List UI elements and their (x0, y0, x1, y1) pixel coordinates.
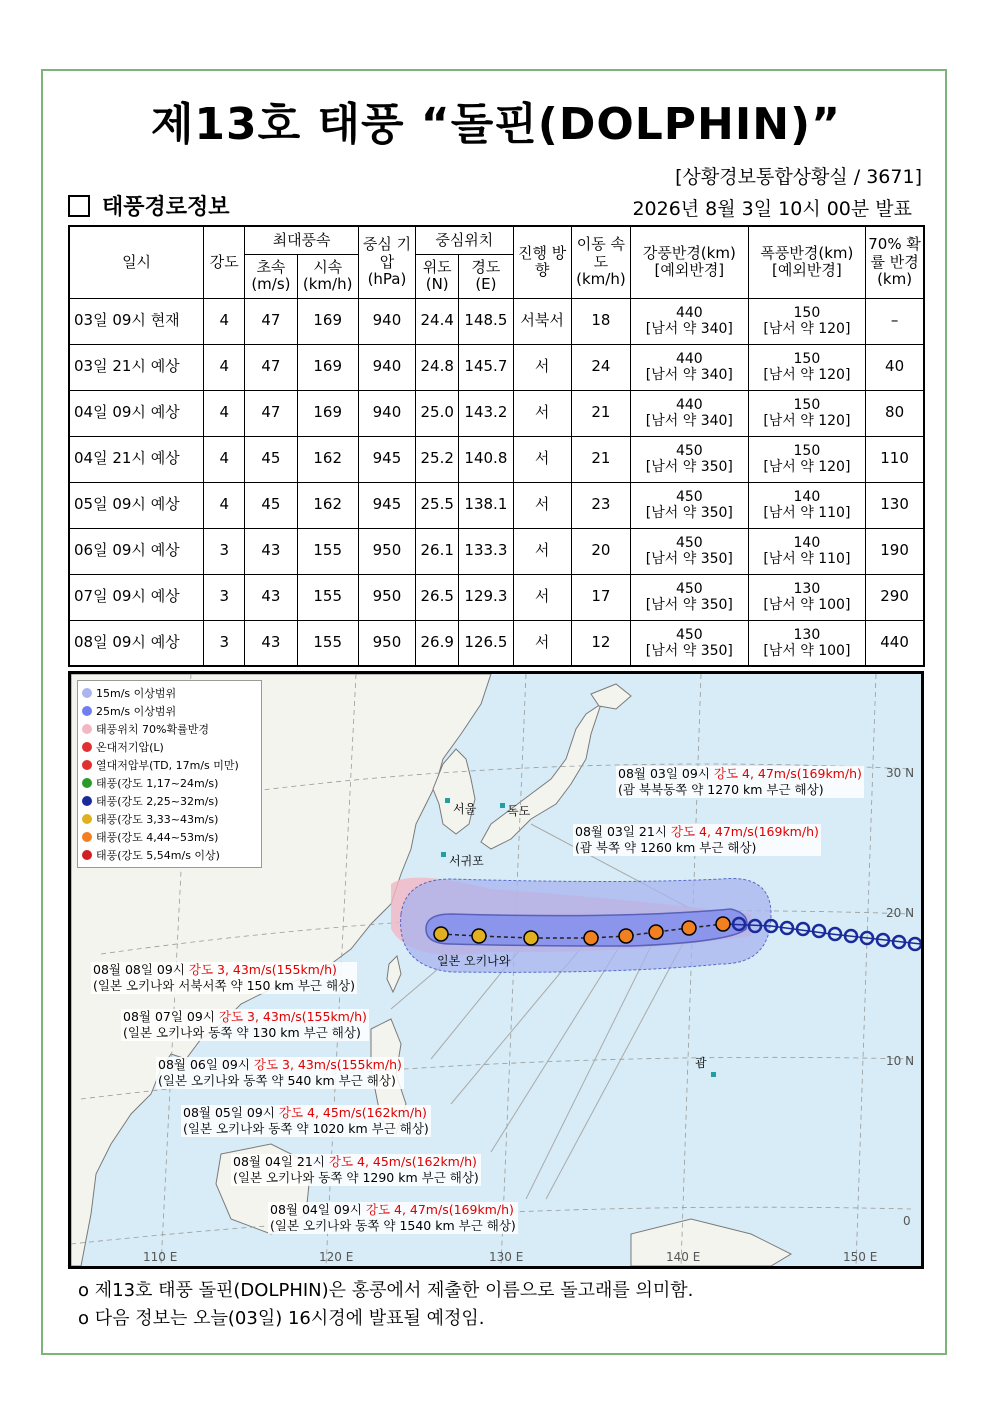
cell-gale-radius (631, 390, 749, 436)
place-guam: 괌 (695, 1056, 707, 1070)
cell-gale-value: 450 (675, 580, 703, 597)
cell-prob70: 290 (866, 574, 924, 620)
cell-dir: 서 (513, 436, 571, 482)
grid-lon130: 130 E (489, 1250, 524, 1264)
annotation-date: 08월 03일 09시 (618, 766, 710, 781)
grid-lat20: 20 N (886, 906, 915, 920)
cell-dir: 서북서 (513, 298, 571, 344)
dokdo-marker-icon (500, 803, 505, 808)
legend-item (82, 846, 257, 864)
cell-intensity: 3 (204, 528, 245, 574)
cell-kmh: 155 (297, 528, 358, 574)
typhoon-marker-icon (682, 921, 696, 935)
track-annotation (91, 962, 357, 994)
cell-prob70: – (866, 298, 924, 344)
cell-gale-exception: [남서 약 350] (645, 459, 733, 475)
annotation-date: 08월 05일 09시 (183, 1105, 275, 1120)
header-gale-radius: 강풍반경(km) [예외반경] (631, 226, 749, 298)
place-dokdo: 독도 (507, 804, 531, 818)
cell-gale-exception: [남서 약 350] (645, 505, 733, 521)
annotation-location: (일본 오키나와 동쪽 약 1020 km 부근 해상) (183, 1121, 429, 1136)
cell-ms: 47 (245, 390, 297, 436)
cell-hpa: 940 (358, 298, 415, 344)
cell-hpa: 945 (358, 482, 415, 528)
page-title: 제13호 태풍 “돌핀(DOLPHIN)” (150, 99, 842, 150)
header-lat: 위도 (N) (416, 254, 459, 298)
place-okinawa: 일본 오키나와 (437, 954, 511, 968)
cell-dir: 서 (513, 528, 571, 574)
track-annotation (616, 766, 864, 798)
cell-lon: 143.2 (459, 390, 513, 436)
cell-storm-exception: [남서 약 120] (763, 321, 851, 337)
cell-speed: 18 (571, 298, 630, 344)
cell-lon: 148.5 (459, 298, 513, 344)
cell-storm-exception: [남서 약 120] (763, 413, 851, 429)
cell-storm-exception: [남서 약 100] (763, 597, 851, 613)
cell-gale-value: 450 (675, 442, 703, 459)
annotation-date: 08월 04일 21시 (233, 1154, 325, 1169)
legend-swatch-icon (82, 850, 92, 860)
legend-item (82, 738, 257, 756)
annotation-date: 08월 03일 21시 (575, 824, 667, 839)
cell-storm-exception: [남서 약 120] (763, 367, 851, 383)
grid-lat10: 10 N (886, 1054, 915, 1068)
header-center-pos: 중심위치 (416, 226, 513, 254)
cell-speed: 20 (571, 528, 630, 574)
cell-lat: 24.4 (416, 298, 459, 344)
legend-label: 태풍(강도 5,54m/s 이상) (96, 849, 220, 862)
annotation-intensity: 강도 4, 47m/s(169km/h) (365, 1202, 514, 1217)
annotation-intensity: 강도 4, 45m/s(162km/h) (328, 1154, 477, 1169)
table-row (69, 482, 924, 528)
cell-prob70: 130 (866, 482, 924, 528)
cell-kmh: 155 (297, 574, 358, 620)
cell-dir: 서 (513, 620, 571, 666)
legend-label: 온대저기압(L) (96, 741, 164, 754)
annotation-location: (일본 오키나와 서북서쪽 약 150 km 부근 해상) (93, 978, 355, 993)
cell-gale-value: 450 (675, 488, 703, 505)
legend-swatch-icon (82, 760, 92, 770)
cell-gale-value: 440 (675, 396, 703, 413)
header-speed: 이동 속도 (km/h) (571, 226, 630, 298)
cell-hpa: 950 (358, 620, 415, 666)
cell-gale-radius (631, 344, 749, 390)
cell-datetime: 03일 21시 예상 (69, 344, 204, 390)
cell-hpa: 950 (358, 574, 415, 620)
cell-lon: 138.1 (459, 482, 513, 528)
cell-storm-value: 130 (793, 580, 821, 597)
annotation-location: (일본 오키나와 동쪽 약 1290 km 부근 해상) (233, 1170, 479, 1185)
cell-storm-radius (748, 436, 866, 482)
cell-dir: 서 (513, 390, 571, 436)
track-annotation (156, 1057, 404, 1089)
cell-kmh: 162 (297, 436, 358, 482)
cell-datetime: 04일 21시 예상 (69, 436, 204, 482)
seogwipo-marker-icon (441, 852, 446, 857)
cell-lat: 25.2 (416, 436, 459, 482)
cell-gale-exception: [남서 약 340] (645, 321, 733, 337)
track-annotation (181, 1105, 431, 1137)
cell-hpa: 940 (358, 344, 415, 390)
legend-swatch-icon (82, 832, 92, 842)
legend-label: 태풍위치 70%확률반경 (96, 723, 209, 736)
typhoon-marker-icon (619, 929, 633, 943)
typhoon-marker-icon (716, 917, 730, 931)
map-legend (77, 680, 262, 868)
legend-swatch-icon (82, 814, 92, 824)
cell-ms: 43 (245, 620, 297, 666)
annotation-location: (일본 오키나와 동쪽 약 130 km 부근 해상) (123, 1025, 361, 1040)
cell-intensity: 3 (204, 620, 245, 666)
cell-prob70: 110 (866, 436, 924, 482)
header-lon: 경도 (E) (459, 254, 513, 298)
cell-hpa: 950 (358, 528, 415, 574)
cell-ms: 43 (245, 574, 297, 620)
cell-storm-radius (748, 344, 866, 390)
cell-hpa: 940 (358, 390, 415, 436)
cell-prob70: 40 (866, 344, 924, 390)
legend-swatch-icon (82, 688, 92, 698)
cell-storm-exception: [남서 약 100] (763, 642, 851, 659)
header-datetime: 일시 (69, 226, 204, 298)
cell-ms: 47 (245, 298, 297, 344)
table-row (69, 390, 924, 436)
section-heading (68, 190, 230, 221)
legend-swatch-icon (82, 778, 92, 788)
table-row (69, 344, 924, 390)
cell-ms: 45 (245, 482, 297, 528)
header-storm-radius: 폭풍반경(km) [예외반경] (748, 226, 866, 298)
cell-storm-radius (748, 482, 866, 528)
legend-item (82, 792, 257, 810)
cell-prob70: 190 (866, 528, 924, 574)
cell-gale-exception: [남서 약 340] (645, 413, 733, 429)
cell-intensity: 4 (204, 436, 245, 482)
cell-speed: 17 (571, 574, 630, 620)
cell-speed: 24 (571, 344, 630, 390)
typhoon-marker-icon (524, 931, 538, 945)
header-wind-kmh: 시속 (km/h) (297, 254, 358, 298)
annotation-intensity: 강도 3, 43m/s(155km/h) (218, 1009, 367, 1024)
track-annotation (231, 1154, 481, 1186)
track-annotation (121, 1009, 369, 1041)
cell-lon: 145.7 (459, 344, 513, 390)
table-row (69, 436, 924, 482)
cell-storm-radius (748, 620, 866, 666)
cell-storm-value: 150 (793, 442, 821, 459)
legend-label: 태풍(강도 1,17~24m/s) (96, 777, 219, 790)
annotation-date: 08월 04일 09시 (270, 1202, 362, 1217)
cell-lon: 140.8 (459, 436, 513, 482)
cell-storm-radius (748, 574, 866, 620)
grid-lat0: 0 (903, 1214, 911, 1228)
cell-storm-value: 140 (793, 488, 821, 505)
guam-marker-icon (711, 1072, 716, 1077)
cell-intensity: 4 (204, 482, 245, 528)
issued-time: 2026년 8월 3일 10시 00분 발표 (632, 198, 912, 220)
land-newguinea (631, 1219, 791, 1266)
cell-intensity: 3 (204, 574, 245, 620)
grid-lon120: 120 E (319, 1250, 354, 1264)
table-row (69, 298, 924, 344)
grid-lon140: 140 E (666, 1250, 701, 1264)
cell-speed: 12 (571, 620, 630, 666)
table-row (69, 620, 924, 666)
cell-datetime: 04일 09시 예상 (69, 390, 204, 436)
office-label: [상황경보통합상황실 / 3671] (675, 166, 922, 188)
typhoon-marker-icon (472, 929, 486, 943)
cell-storm-radius (748, 528, 866, 574)
cell-lon: 133.3 (459, 528, 513, 574)
cell-gale-value: 450 (675, 534, 703, 551)
legend-item (82, 828, 257, 846)
cell-datetime: 03일 09시 현재 (69, 298, 204, 344)
cell-gale-value: 440 (675, 304, 703, 321)
cell-lat: 26.9 (416, 620, 459, 666)
annotation-intensity: 강도 3, 43m/s(155km/h) (188, 962, 337, 977)
cell-gale-radius (631, 528, 749, 574)
typhoon-track-table (68, 225, 925, 667)
note-1: o 제13호 태풍 돌핀(DOLPHIN)은 홍콩에서 제출한 이름으로 돌고래를 의미함. (78, 1280, 694, 1301)
cell-speed: 21 (571, 390, 630, 436)
legend-item (82, 702, 257, 720)
typhoon-marker-icon (434, 927, 448, 941)
cell-dir: 서 (513, 482, 571, 528)
header-pressure: 중심 기압 (hPa) (358, 226, 415, 298)
cell-gale-radius (631, 620, 749, 666)
legend-label: 열대저압부(TD, 17m/s 미만) (96, 759, 239, 772)
cell-intensity: 4 (204, 390, 245, 436)
annotation-intensity: 강도 4, 45m/s(162km/h) (278, 1105, 427, 1120)
cell-datetime: 05일 09시 예상 (69, 482, 204, 528)
cell-prob70: 80 (866, 390, 924, 436)
cell-lon: 126.5 (459, 620, 513, 666)
header-max-wind: 최대풍속 (245, 226, 359, 254)
checkbox-icon (68, 195, 90, 217)
cell-gale-radius (631, 574, 749, 620)
annotation-date: 08월 08일 09시 (93, 962, 185, 977)
cell-storm-value: 150 (793, 304, 821, 321)
note-2: o 다음 정보는 오늘(03일) 16시경에 발표될 예정임. (78, 1308, 485, 1329)
cell-kmh: 169 (297, 344, 358, 390)
grid-lon110: 110 E (143, 1250, 178, 1264)
legend-item (82, 756, 257, 774)
header-direction: 진행 방향 (513, 226, 571, 298)
cell-lat: 26.1 (416, 528, 459, 574)
cell-lat: 24.8 (416, 344, 459, 390)
cell-gale-exception: [남서 약 350] (645, 642, 733, 659)
cell-gale-value: 450 (675, 626, 703, 643)
place-seogwipo: 서귀포 (449, 854, 484, 868)
track-map (68, 671, 924, 1269)
annotation-location: (일본 오키나와 동쪽 약 1540 km 부근 해상) (270, 1218, 516, 1233)
cell-speed: 23 (571, 482, 630, 528)
cell-storm-value: 130 (793, 626, 821, 643)
notes (78, 1277, 693, 1333)
cell-prob70: 440 (866, 620, 924, 666)
cell-lat: 25.5 (416, 482, 459, 528)
legend-label: 25m/s 이상범위 (96, 705, 177, 718)
cell-intensity: 4 (204, 298, 245, 344)
annotation-date: 08월 07일 09시 (123, 1009, 215, 1024)
legend-swatch-icon (82, 796, 92, 806)
cell-gale-exception: [남서 약 340] (645, 367, 733, 383)
cell-gale-radius (631, 482, 749, 528)
cell-ms: 43 (245, 528, 297, 574)
legend-label: 태풍(강도 2,25~32m/s) (96, 795, 219, 808)
legend-item (82, 774, 257, 792)
section-title: 태풍경로정보 (102, 195, 230, 220)
cell-lat: 25.0 (416, 390, 459, 436)
typhoon-marker-icon (584, 931, 598, 945)
legend-swatch-icon (82, 724, 92, 734)
cell-kmh: 169 (297, 298, 358, 344)
legend-label: 태풍(강도 4,44~53m/s) (96, 831, 219, 844)
cell-ms: 47 (245, 344, 297, 390)
header-prob70: 70% 확률 반경 (km) (866, 226, 924, 298)
legend-label: 15m/s 이상범위 (96, 687, 177, 700)
track-annotation (573, 824, 821, 856)
legend-swatch-icon (82, 742, 92, 752)
header-intensity: 강도 (204, 226, 245, 298)
track-annotation (268, 1202, 518, 1234)
cell-datetime: 07일 09시 예상 (69, 574, 204, 620)
cell-kmh: 169 (297, 390, 358, 436)
cell-storm-value: 140 (793, 534, 821, 551)
place-seoul: 서울 (453, 802, 477, 816)
cell-datetime: 06일 09시 예상 (69, 528, 204, 574)
typhoon-marker-icon (649, 925, 663, 939)
cell-lat: 26.5 (416, 574, 459, 620)
land-taiwan (387, 956, 401, 992)
cell-kmh: 162 (297, 482, 358, 528)
cell-datetime: 08일 09시 예상 (69, 620, 204, 666)
cell-gale-radius (631, 298, 749, 344)
cell-hpa: 945 (358, 436, 415, 482)
legend-item (82, 810, 257, 828)
cell-storm-radius (748, 390, 866, 436)
cell-intensity: 4 (204, 344, 245, 390)
cell-lon: 129.3 (459, 574, 513, 620)
cell-storm-radius (748, 298, 866, 344)
cell-storm-exception: [남서 약 110] (763, 551, 851, 567)
cell-storm-value: 150 (793, 350, 821, 367)
annotation-intensity: 강도 4, 47m/s(169km/h) (670, 824, 819, 839)
header-wind-ms: 초속 (m/s) (245, 254, 297, 298)
annotation-location: (괌 북쪽 약 1260 km 부근 해상) (575, 840, 757, 855)
cell-gale-exception: [남서 약 350] (645, 551, 733, 567)
cell-dir: 서 (513, 574, 571, 620)
cell-ms: 45 (245, 436, 297, 482)
annotation-date: 08월 06일 09시 (158, 1057, 250, 1072)
legend-item (82, 720, 257, 738)
annotation-location: (괌 북북동쪽 약 1270 km 부근 해상) (618, 782, 824, 797)
land-hokkaido (591, 684, 631, 709)
cell-gale-radius (631, 436, 749, 482)
cell-gale-exception: [남서 약 350] (645, 597, 733, 613)
legend-swatch-icon (82, 706, 92, 716)
cell-speed: 21 (571, 436, 630, 482)
table-row (69, 528, 924, 574)
cell-storm-value: 150 (793, 396, 821, 413)
seoul-marker-icon (445, 798, 450, 803)
cell-storm-exception: [남서 약 120] (763, 459, 851, 475)
legend-item (82, 684, 257, 702)
annotation-intensity: 강도 4, 47m/s(169km/h) (713, 766, 862, 781)
table-row (69, 574, 924, 620)
grid-lon150: 150 E (843, 1250, 878, 1264)
legend-label: 태풍(강도 3,33~43m/s) (96, 813, 219, 826)
cell-kmh: 155 (297, 620, 358, 666)
cell-gale-value: 440 (675, 350, 703, 367)
annotation-location: (일본 오키나와 동쪽 약 540 km 부근 해상) (158, 1073, 396, 1088)
cell-storm-exception: [남서 약 110] (763, 505, 851, 521)
cell-dir: 서 (513, 344, 571, 390)
annotation-intensity: 강도 3, 43m/s(155km/h) (253, 1057, 402, 1072)
grid-lat30: 30 N (886, 766, 915, 780)
